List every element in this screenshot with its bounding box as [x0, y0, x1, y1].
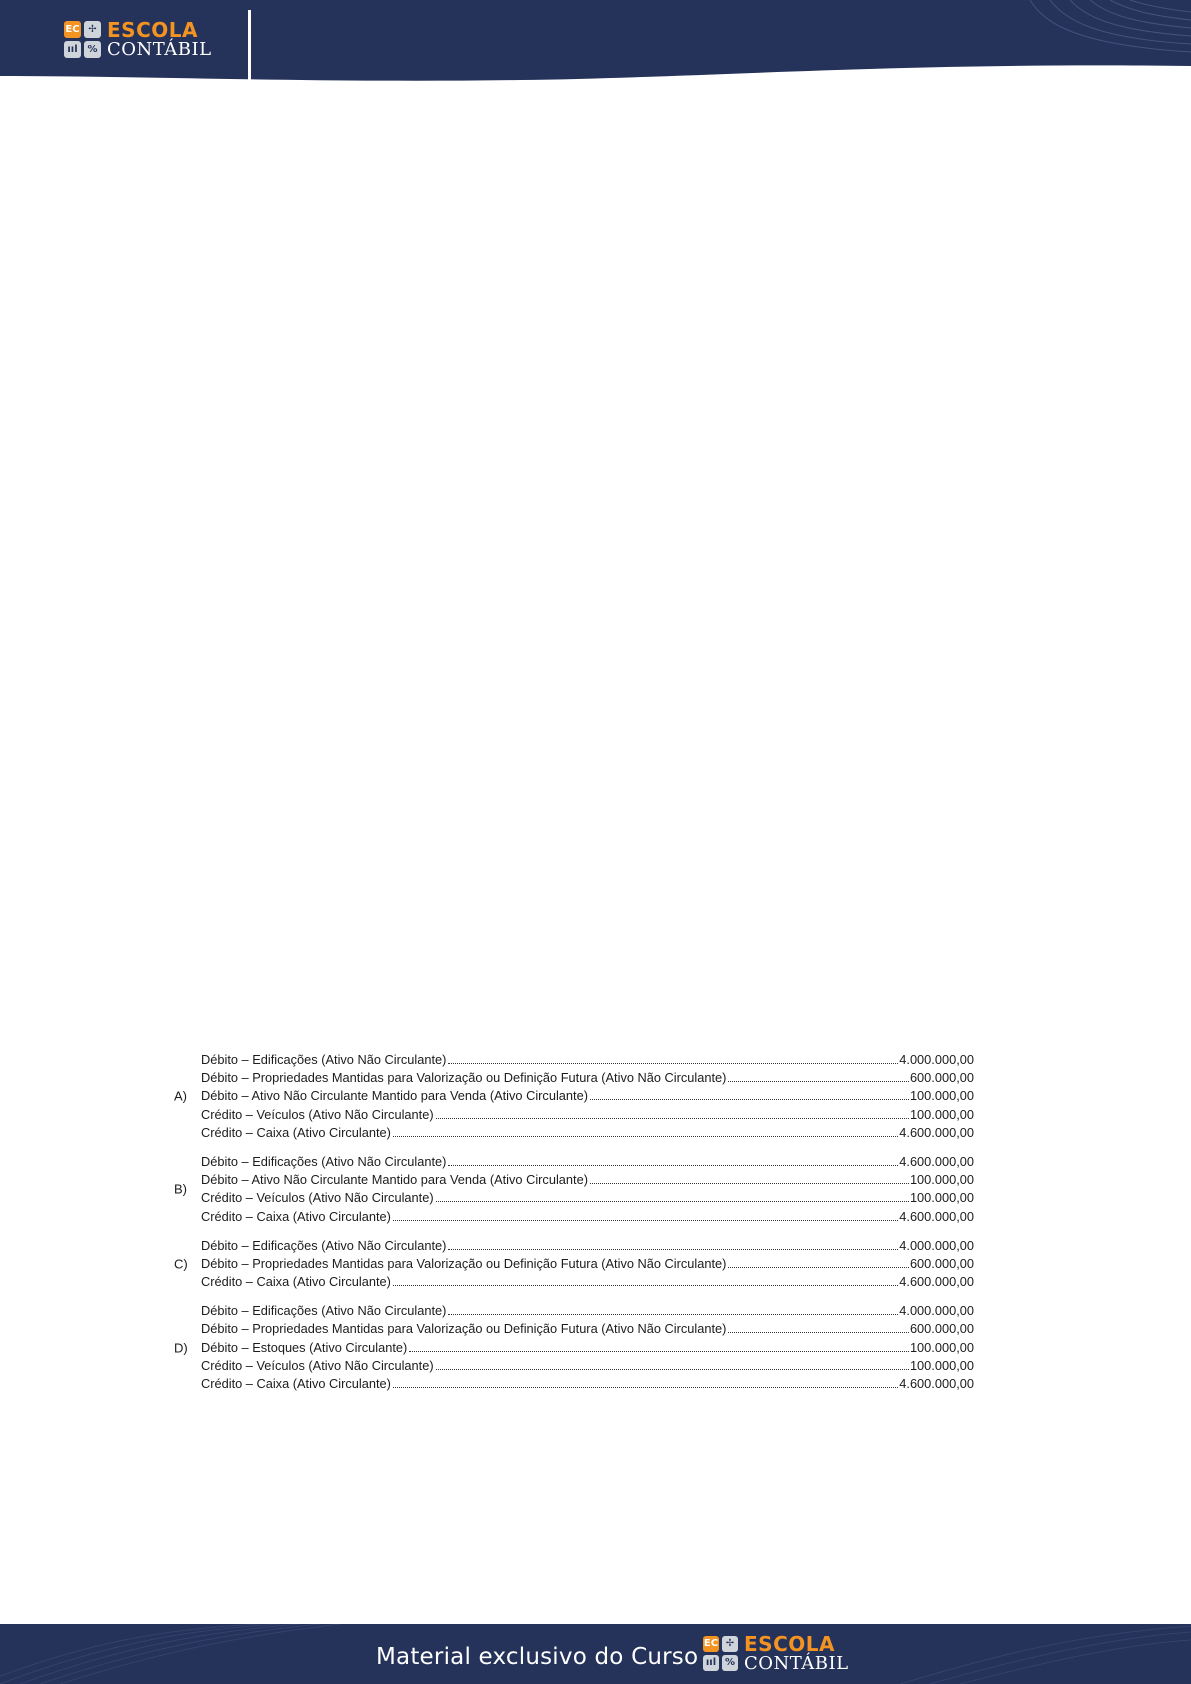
logo-mark	[64, 21, 101, 58]
entry-account: Crédito – Caixa (Ativo Circulante)	[201, 1274, 391, 1290]
entry-account: Débito – Estoques (Ativo Circulante)	[201, 1339, 408, 1355]
journal-entry-line	[201, 1124, 974, 1142]
journal-entry-line	[201, 1339, 974, 1357]
header-divider	[248, 10, 251, 82]
logo-word-contabil: CONTÁBIL	[107, 39, 212, 60]
dot-leader	[436, 1118, 909, 1119]
journal-entry-line	[201, 1171, 974, 1189]
entry-account: Débito – Propriedades Mantidas para Valorização ou Definição Futura (Ativo Não Circulante)	[201, 1321, 727, 1337]
dot-leader	[393, 1387, 898, 1388]
entry-account: Crédito – Veículos (Ativo Não Circulante)	[201, 1357, 434, 1373]
logo-word-escola: ESCOLA	[107, 18, 198, 42]
journal-entry-line	[201, 1273, 974, 1291]
entry-value: 600.000,00	[909, 1255, 974, 1271]
bar-chart-icon: ııl	[64, 41, 81, 58]
answer-option	[174, 1237, 974, 1292]
answer-options	[174, 1051, 974, 1404]
percent-icon: %	[84, 41, 101, 58]
journal-entry-line	[201, 1320, 974, 1338]
journal-entry-line	[201, 1189, 974, 1207]
entry-account: Débito – Edificações (Ativo Não Circulante)	[201, 1303, 447, 1319]
page-header	[0, 0, 1191, 92]
entry-value: 4.600.000,00	[899, 1208, 974, 1224]
dot-leader	[590, 1099, 909, 1100]
dot-leader	[436, 1201, 909, 1202]
footer-brand-logo	[703, 1634, 849, 1673]
dot-leader	[436, 1369, 909, 1370]
percent-icon: %	[722, 1655, 738, 1671]
option-letter: C)	[174, 1256, 188, 1272]
entry-account: Crédito – Caixa (Ativo Circulante)	[201, 1376, 391, 1391]
logo-tile-ec: EC	[64, 21, 81, 38]
entry-value: 600.000,00	[909, 1070, 974, 1086]
entry-value: 4.600.000,00	[899, 1153, 974, 1169]
entry-value: 4.600.000,00	[899, 1376, 974, 1391]
journal-entry-line	[201, 1302, 974, 1320]
dot-leader	[393, 1220, 898, 1221]
journal-entry-line	[201, 1255, 974, 1273]
footer-logo-wordmark	[744, 1634, 849, 1673]
bar-chart-icon: ııl	[703, 1655, 719, 1671]
entry-value: 4.600.000,00	[899, 1124, 974, 1140]
dot-leader	[393, 1136, 898, 1137]
logo-wordmark	[107, 20, 212, 59]
entry-account: Débito – Edificações (Ativo Não Circulante)	[201, 1237, 447, 1253]
dot-leader	[728, 1332, 909, 1333]
option-letter: D)	[174, 1340, 188, 1356]
entry-value: 600.000,00	[909, 1321, 974, 1337]
logo-tile-ec: EC	[703, 1636, 719, 1652]
logo-word-contabil: CONTÁBIL	[744, 1653, 849, 1674]
entry-account: Débito – Edificações (Ativo Não Circulante)	[201, 1052, 447, 1067]
journal-entry-line	[201, 1375, 974, 1393]
dot-leader	[448, 1063, 898, 1064]
entry-value: 4.600.000,00	[899, 1274, 974, 1290]
brand-logo	[64, 20, 212, 59]
answer-option	[174, 1153, 974, 1226]
journal-entry-line	[201, 1208, 974, 1226]
entry-value: 100.000,00	[909, 1339, 974, 1355]
dot-leader	[728, 1081, 909, 1082]
dot-leader	[728, 1267, 909, 1268]
entry-value: 100.000,00	[909, 1190, 974, 1206]
plus-icon: ✢	[84, 21, 101, 38]
answer-option	[174, 1302, 974, 1393]
journal-entry-line	[201, 1069, 974, 1087]
entry-account: Débito – Propriedades Mantidas para Valorização ou Definição Futura (Ativo Não Circulante)	[201, 1070, 727, 1086]
entry-account: Crédito – Veículos (Ativo Não Circulante)	[201, 1106, 434, 1122]
option-letter: A)	[174, 1088, 187, 1104]
dot-leader	[590, 1183, 909, 1184]
answer-option	[174, 1051, 974, 1142]
entry-value: 4.000.000,00	[899, 1303, 974, 1319]
journal-entry-line	[201, 1106, 974, 1124]
entry-account: Débito – Edificações (Ativo Não Circulante)	[201, 1153, 447, 1169]
entry-account: Débito – Ativo Não Circulante Mantido para Venda (Ativo Circulante)	[201, 1088, 588, 1104]
entry-value: 100.000,00	[909, 1357, 974, 1373]
entry-value: 100.000,00	[909, 1172, 974, 1188]
entry-value: 4.000.000,00	[899, 1237, 974, 1253]
entry-account: Débito – Ativo Não Circulante Mantido para Venda (Ativo Circulante)	[201, 1172, 588, 1188]
footer-logo-mark	[703, 1636, 738, 1671]
dot-leader	[409, 1351, 909, 1352]
entry-account: Débito – Propriedades Mantidas para Valorização ou Definição Futura (Ativo Não Circulante)	[201, 1255, 727, 1271]
journal-entry-line	[201, 1153, 974, 1171]
entry-account: Crédito – Veículos (Ativo Não Circulante)	[201, 1190, 434, 1206]
plus-icon: ✢	[722, 1636, 738, 1652]
entry-value: 100.000,00	[909, 1106, 974, 1122]
option-letter: B)	[174, 1181, 187, 1197]
journal-entry-line	[201, 1087, 974, 1105]
page-footer	[0, 1624, 1191, 1684]
journal-entry-line	[201, 1237, 974, 1255]
dot-leader	[448, 1249, 898, 1250]
entry-account: Crédito – Caixa (Ativo Circulante)	[201, 1124, 391, 1140]
entry-account: Crédito – Caixa (Ativo Circulante)	[201, 1208, 391, 1224]
journal-entry-line	[201, 1051, 974, 1069]
entry-value: 4.000.000,00	[899, 1052, 974, 1067]
journal-entry-line	[201, 1357, 974, 1375]
dot-leader	[448, 1165, 898, 1166]
logo-word-escola: ESCOLA	[744, 1632, 835, 1656]
entry-value: 100.000,00	[909, 1088, 974, 1104]
footer-caption: Material exclusivo do Curso	[376, 1644, 699, 1670]
dot-leader	[448, 1314, 898, 1315]
dot-leader	[393, 1285, 898, 1286]
